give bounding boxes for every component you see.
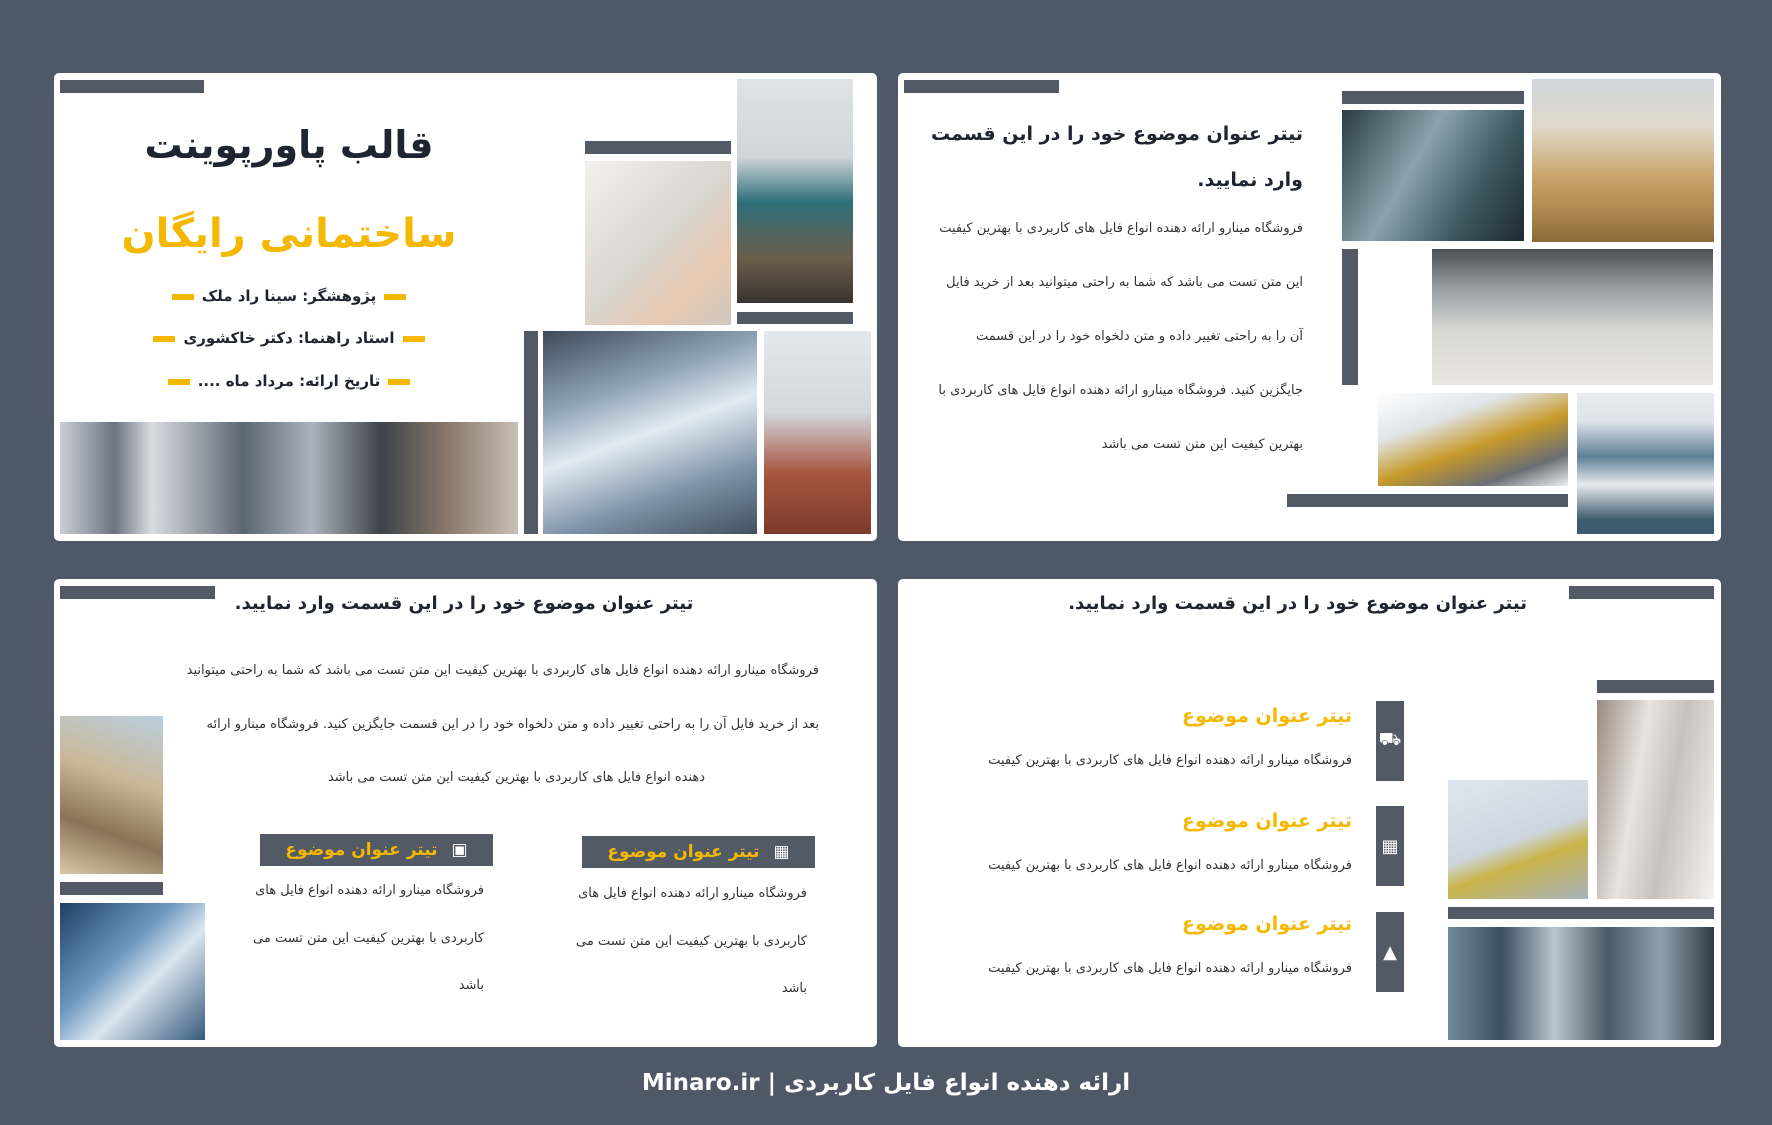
item-body: فروشگاه مینارو ارائه دهنده انواع فایل های کاربردی با بهترین کیفیت xyxy=(988,858,1352,873)
calculator-icon: ▦ xyxy=(1376,806,1404,886)
box-line: کاربردی با بهترین کیفیت این متن تست می xyxy=(576,934,807,949)
decor-bar xyxy=(1569,586,1714,599)
office-building-photo xyxy=(1577,393,1714,534)
modern-building-photo xyxy=(1378,393,1568,486)
decor-bar xyxy=(1342,91,1524,104)
body-line: فروشگاه مینارو ارائه دهنده انواع فایل های کاربردی با بهترین کیفیت این متن تست می باشد که شما به راحتی میتوانید xyxy=(186,663,819,678)
slide-title[interactable] xyxy=(54,73,877,541)
slide-title-text: قالب پاورپوینت xyxy=(144,123,434,167)
date: تاریخ ارائه: مرداد ماه .... xyxy=(197,372,381,390)
decor-bar xyxy=(60,586,215,599)
slide-two-columns[interactable] xyxy=(54,579,877,1047)
box-line: فروشگاه مینارو ارائه دهنده انواع فایل های xyxy=(255,883,484,898)
box-line: فروشگاه مینارو ارائه دهنده انواع فایل های xyxy=(578,886,807,901)
body-line: آن را به راحتی تغییر داده و متن دلخواه خود را در این قسمت xyxy=(975,329,1303,344)
putty-knife-icon: ▲ xyxy=(1376,912,1404,992)
body-line: بهترین کیفیت این متن تست می باشد xyxy=(1101,437,1303,452)
tower-facade-photo xyxy=(1597,700,1714,899)
item-body: فروشگاه مینارو ارائه دهنده انواع فایل های کاربردی با بهترین کیفیت xyxy=(988,961,1352,976)
crane-photo xyxy=(1448,780,1588,899)
city-skyline-photo xyxy=(1448,927,1714,1040)
construction-scaffold-photo xyxy=(737,79,853,303)
body-line: دهنده انواع فایل های کاربردی با بهترین کیفیت این متن تست می باشد xyxy=(327,770,706,785)
researcher-line xyxy=(54,287,524,305)
decor-bar-vertical xyxy=(1342,249,1358,385)
glass-tower-photo xyxy=(60,903,205,1040)
box-line: باشد xyxy=(458,978,484,993)
decor-bar-vertical xyxy=(524,331,538,534)
warehouse-photo xyxy=(1432,249,1713,385)
item-body: فروشگاه مینارو ارائه دهنده انواع فایل های کاربردی با بهترین کیفیت xyxy=(988,753,1352,768)
decor-bar xyxy=(737,312,853,324)
blueprint-photo xyxy=(585,161,731,325)
bulldozer-icon: ▣ xyxy=(451,840,468,860)
item-title: تیتر عنوان موضوع xyxy=(1182,913,1352,935)
advisor: استاد راهنما: دکتر خاکشوری xyxy=(183,329,395,347)
slide-heading: تیتر عنوان موضوع خود را در این قسمت وارد نمایید. xyxy=(931,123,1303,191)
advisor-line xyxy=(54,329,524,347)
decor-bar xyxy=(60,80,204,93)
crane-building-photo xyxy=(764,331,871,534)
decor-bar xyxy=(1597,680,1714,693)
body-line: بعد از خرید فایل آن را به راحتی تغییر داده و متن دلخواه خود را در این قسمت جایگزین کنید. فروشگاه مینارو ارائه xyxy=(206,717,819,732)
researcher: پژوهشگر: سینا راد ملک xyxy=(201,287,377,305)
box-title: تیتر عنوان موضوع xyxy=(285,840,438,860)
box-header xyxy=(582,836,815,868)
body-line: فروشگاه مینارو ارائه دهنده انواع فایل های کاربردی با بهترین کیفیت xyxy=(939,221,1303,236)
body-line: جایگزین کنید. فروشگاه مینارو ارائه دهنده انواع فایل های کاربردی با xyxy=(938,383,1303,398)
body-line: این متن تست می باشد که شما به راحتی میتوانید بعد از خرید فایل xyxy=(946,275,1303,290)
slide-subtitle: ساختمانی رایگان xyxy=(121,211,457,257)
slide-heading: تیتر عنوان موضوع خود را در این قسمت وارد نمایید. xyxy=(1068,593,1527,614)
item-title: تیتر عنوان موضوع xyxy=(1182,810,1352,832)
barrier-icon: ▦ xyxy=(773,842,790,862)
skyscraper-sky-photo xyxy=(543,331,757,534)
footer-brand: Minaro.ir | ارائه دهنده انواع فایل کاربردی xyxy=(641,1070,1131,1096)
decor-bar xyxy=(904,80,1059,93)
item-title: تیتر عنوان موضوع xyxy=(1182,705,1352,727)
excavator-photo xyxy=(1532,79,1714,242)
box-title: تیتر عنوان موضوع xyxy=(607,842,760,862)
city-buildings-photo xyxy=(60,422,518,534)
unfinished-building-photo xyxy=(60,716,163,874)
date-line xyxy=(54,372,524,390)
slide-list-icons[interactable] xyxy=(898,579,1721,1047)
decor-bar xyxy=(60,882,163,895)
box-header xyxy=(260,834,493,866)
slide-text-images[interactable] xyxy=(898,73,1721,541)
box-line: باشد xyxy=(781,981,807,996)
box-line: کاربردی با بهترین کیفیت این متن تست می xyxy=(253,931,484,946)
decor-bar xyxy=(1448,907,1714,919)
glass-building-photo xyxy=(1342,110,1524,241)
decor-bar xyxy=(585,141,731,154)
wheelbarrow-icon: ⛟ xyxy=(1376,701,1404,781)
decor-bar xyxy=(1287,494,1568,507)
slide-heading: تیتر عنوان موضوع خود را در این قسمت وارد نمایید. xyxy=(234,593,694,614)
